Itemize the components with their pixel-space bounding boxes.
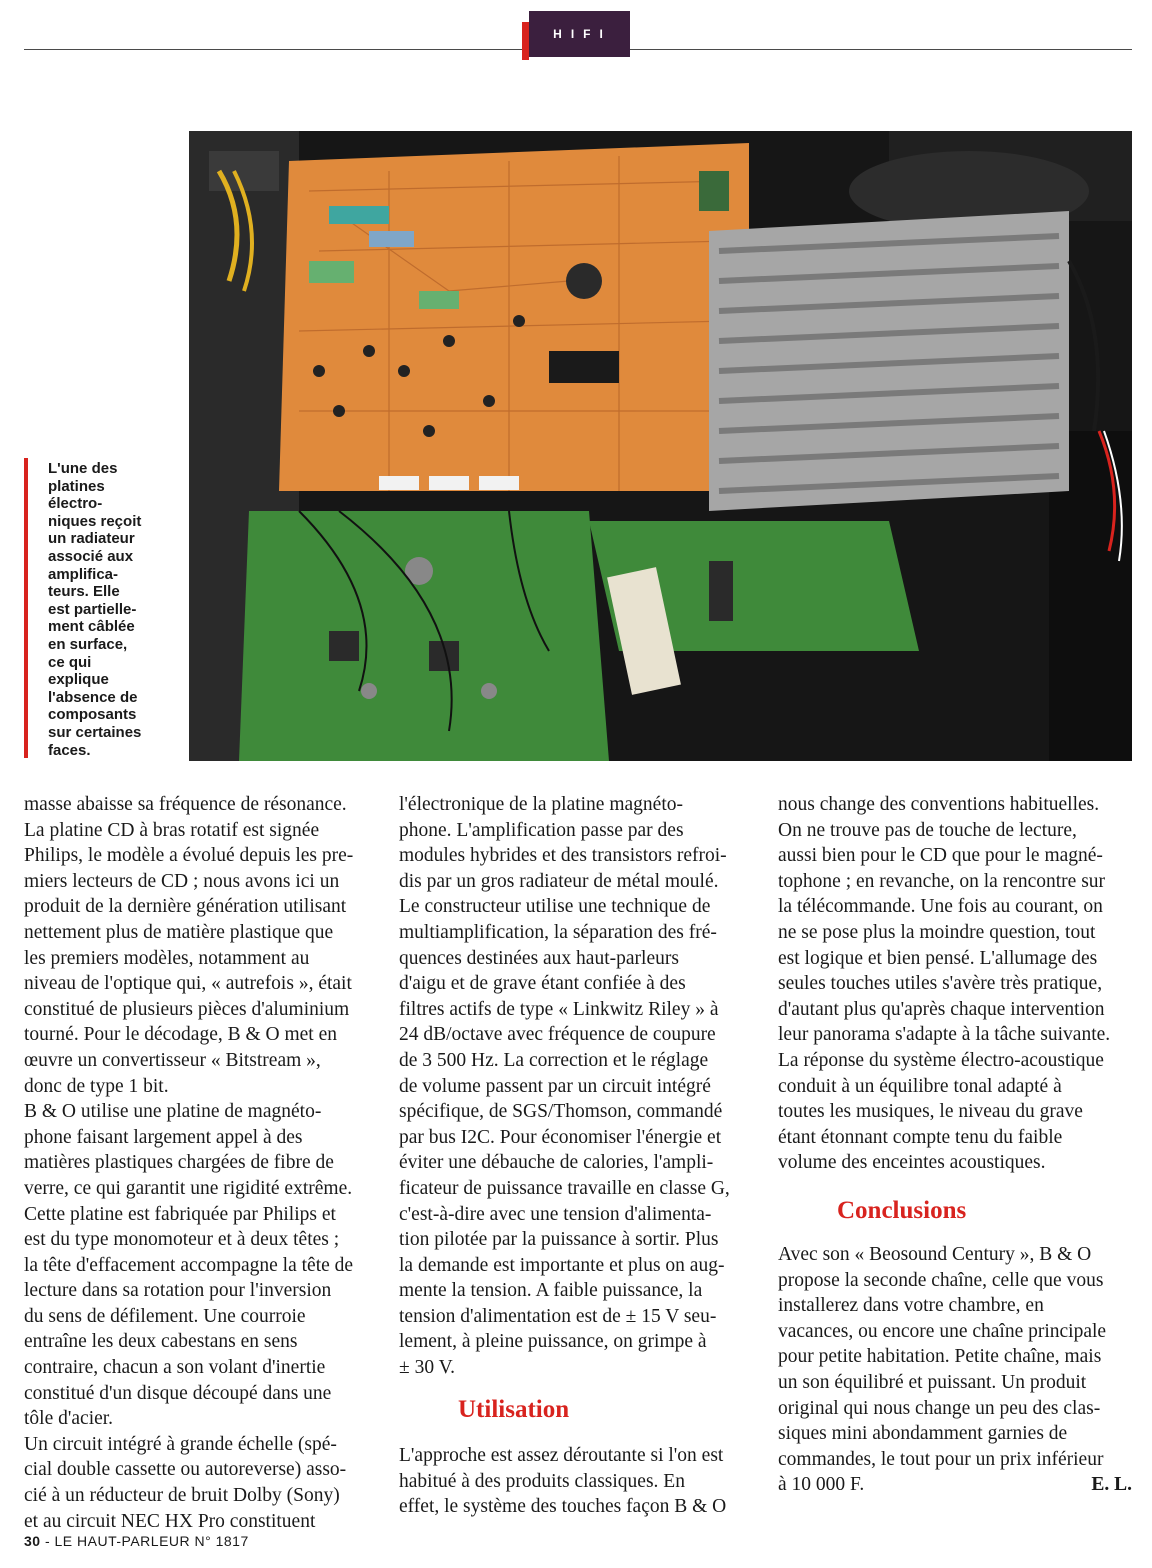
text-line: lement, à pleine puissance, on grimpe à — [399, 1331, 707, 1353]
text-line: ± 30 V. — [399, 1357, 456, 1379]
text-line: volume des enceintes acoustiques. — [778, 1152, 1046, 1174]
text-line: de volume passent par un circuit intégré — [399, 1075, 711, 1097]
section-tag: HIFI — [529, 11, 630, 57]
text-line: donc de type 1 bit. — [24, 1075, 169, 1097]
caption-line: teurs. Elle — [48, 583, 120, 601]
text-line: matières plastiques chargées de fibre de — [24, 1152, 334, 1174]
text-line: constitué d'un disque découpé dans une — [24, 1382, 332, 1404]
closing-line — [778, 1472, 1132, 1498]
caption-line: niques reçoit — [48, 512, 142, 530]
text-line: toutes les musiques, le niveau du grave — [778, 1101, 1083, 1123]
caption-line: ment câblée — [48, 618, 135, 636]
text-line: d'autant plus qu'après chaque intervention — [778, 998, 1105, 1020]
caption-line: amplifica- — [48, 565, 119, 583]
caption-line: est partielle- — [48, 600, 137, 618]
article-column-3 — [778, 792, 1132, 1176]
caption-line: ce qui — [48, 653, 92, 671]
text-line: tôle d'acier. — [24, 1408, 114, 1430]
text-line: propose la seconde chaîne, celle que vous — [778, 1269, 1104, 1291]
caption-line: associé aux — [48, 547, 134, 565]
text-line: mente la tension. A faible puissance, la — [399, 1280, 703, 1302]
text-line: masse abaisse sa fréquence de résonance. — [24, 794, 347, 815]
text-line: étant étonnant compte tenu du faible — [778, 1126, 1063, 1148]
text-line: entraîne les deux cabestans en sens — [24, 1331, 298, 1353]
text-line: nous change des conventions habituelles. — [778, 794, 1100, 815]
article-column-2 — [399, 792, 756, 1381]
text-line: seules touches utiles s'avère très pratique, — [778, 973, 1103, 995]
page-footer — [24, 1533, 249, 1549]
text-line: pour petite habitation. Petite chaîne, mais — [778, 1346, 1102, 1368]
text-line: dis par un gros radiateur de métal moulé. — [399, 870, 719, 892]
text-line: de 3 500 Hz. La correction et le réglage — [399, 1049, 709, 1071]
text-line: ne se pose plus la moindre question, tout — [778, 921, 1096, 943]
text-line: nettement plus de matière plastique que — [24, 921, 334, 943]
text-line: œuvre un convertisseur « Bitstream », — [24, 1049, 321, 1071]
text-line: Cette platine est fabriquée par Philips et — [24, 1203, 336, 1225]
text-line: commandes, le tout pour un prix inférieur — [778, 1448, 1104, 1470]
caption-line: sur certaines — [48, 723, 142, 741]
text-line: leur panorama s'adapte à la tâche suivante. — [778, 1024, 1111, 1046]
text-line: tophone ; en revanche, on la rencontre sur — [778, 870, 1106, 892]
text-line: cial double cassette ou autoreverse) asso- — [24, 1459, 347, 1481]
text-line: B & O utilise une platine de magnéto- — [24, 1101, 322, 1123]
section-tag-accent — [522, 22, 529, 60]
text-line: filtres actifs de type « Linkwitz Riley » à — [399, 998, 719, 1020]
text-line: Philips, le modèle a évolué depuis les pre- — [24, 845, 354, 867]
text-line: spécifique, de SGS/Thomson, commandé — [399, 1101, 723, 1123]
text-line: 24 dB/octave avec fréquence de coupure — [399, 1024, 716, 1046]
caption-line: en surface, — [48, 635, 128, 653]
text-line: miers lecteurs de CD ; nous avons ici un — [24, 870, 340, 892]
text-line: par bus I2C. Pour économiser l'énergie et — [399, 1126, 722, 1148]
text-line: du sens de défilement. Une courroie — [24, 1305, 306, 1327]
text-line: contraire, chacun a son volant d'inertie — [24, 1357, 326, 1379]
text-line: effet, le système des touches façon B & O — [399, 1496, 727, 1518]
text-line: l'électronique de la platine magnéto- — [399, 794, 683, 815]
caption-accent-bar — [24, 458, 28, 758]
text-line: original qui nous change un peu des clas- — [778, 1397, 1101, 1419]
text-line: tension d'alimentation est de ± 15 V seu- — [399, 1305, 717, 1327]
text-line: la tête d'effacement accompagne la tête de — [24, 1254, 354, 1276]
text-line: la demande est importante et plus on aug- — [399, 1254, 725, 1276]
text-line: constitué de plusieurs pièces d'aluminium — [24, 998, 350, 1020]
text-line: L'approche est assez déroutante si l'on est — [399, 1445, 724, 1466]
text-line: conduit à un équilibre tonal adapté à — [778, 1075, 1062, 1097]
caption-line: L'une des — [48, 460, 118, 477]
text-line: multiamplification, la séparation des fré- — [399, 921, 717, 943]
heading-conclusions: Conclusions — [837, 1197, 967, 1224]
text-line: tion pilotée par la puissance à sortir. Plus — [399, 1229, 719, 1251]
text-line: habitué à des produits classiques. En — [399, 1470, 685, 1492]
text-line: c'est-à-dire avec une tension d'alimenta- — [399, 1203, 712, 1225]
text-line: les premiers modèles, notamment au — [24, 947, 310, 969]
text-line: Avec son « Beosound Century », B & O — [778, 1244, 1092, 1265]
text-line: phone. L'amplification passe par des — [399, 819, 684, 841]
text-line: d'aigu et de grave étant confiée à des — [399, 973, 686, 995]
article-column-2-continued — [399, 1443, 756, 1520]
text-line: niveau de l'optique qui, « autrefois », était — [24, 973, 352, 995]
text-line: Un circuit intégré à grande échelle (spé- — [24, 1433, 337, 1455]
caption-line: composants — [48, 706, 137, 724]
text-line: On ne trouve pas de touche de lecture, — [778, 819, 1077, 841]
text-line: tourné. Pour le décodage, B & O met en — [24, 1024, 337, 1046]
text-line: lecture dans sa rotation pour l'inversion — [24, 1280, 332, 1302]
text-line: installerez dans votre chambre, en — [778, 1295, 1044, 1317]
caption-line: explique — [48, 671, 109, 689]
text-line: quences destinées aux haut-parleurs — [399, 947, 679, 969]
text-line: La réponse du système électro-acoustique — [778, 1049, 1104, 1071]
page-number: 30 — [24, 1533, 41, 1549]
photo-caption — [48, 460, 178, 759]
caption-line: platines — [48, 477, 105, 495]
text-line: ficateur de puissance travaille en classe G, — [399, 1177, 730, 1199]
article-column-3-continued — [778, 1242, 1132, 1498]
publication-name: - LE HAUT-PARLEUR N° 1817 — [44, 1533, 249, 1549]
text-line: est du type monomoteur et à deux têtes ; — [24, 1229, 340, 1251]
caption-line: électro- — [48, 495, 103, 513]
text-line: vacances, ou encore une chaîne principale — [778, 1320, 1107, 1342]
circuit-board-photo — [189, 131, 1132, 761]
author-signature: E. L. — [1091, 1474, 1132, 1496]
text-line: verre, ce qui garantit une rigidité extrême. — [24, 1177, 353, 1199]
text-line: phone faisant largement appel à des — [24, 1126, 303, 1148]
text-line: un son équilibré et puissant. Un produit — [778, 1371, 1087, 1393]
text-line: produit de la dernière génération utilisant — [24, 896, 347, 918]
article-column-1 — [24, 792, 378, 1534]
text-line: et au circuit NEC HX Pro constituent — [24, 1510, 316, 1532]
caption-line: un radiateur — [48, 530, 135, 548]
text-line: est logique et bien pensé. L'allumage des — [778, 947, 1098, 969]
text-line: aussi bien pour le CD que pour le magné- — [778, 845, 1103, 867]
text-line: éviter une débauche de calories, l'ampli- — [399, 1152, 714, 1174]
caption-line: faces. — [48, 741, 91, 759]
text-line: Le constructeur utilise une technique de — [399, 896, 711, 918]
text-line: La platine CD à bras rotatif est signée — [24, 819, 320, 841]
text-line: siques mini abondamment garnies de — [778, 1423, 1068, 1445]
caption-line: l'absence de — [48, 688, 138, 706]
closing-text: à 10 000 F. — [778, 1474, 865, 1496]
text-line: cié à un réducteur de bruit Dolby (Sony) — [24, 1485, 340, 1507]
text-line: modules hybrides et des transistors refroi- — [399, 845, 727, 867]
text-line: la télécommande. Une fois au courant, on — [778, 896, 1103, 918]
heading-utilisation: Utilisation — [458, 1396, 570, 1423]
